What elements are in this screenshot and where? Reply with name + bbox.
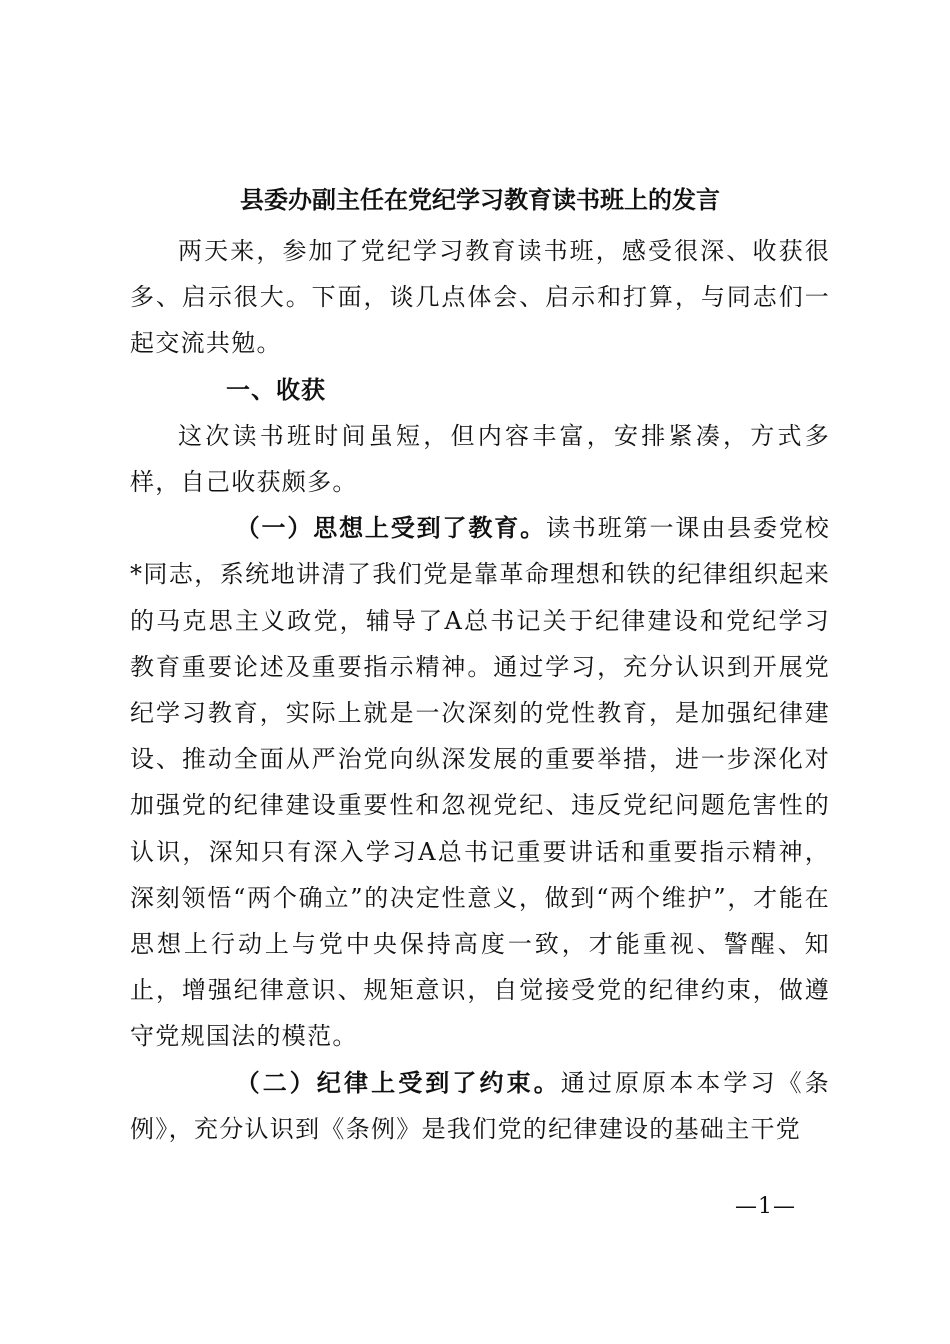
document-body bbox=[130, 228, 830, 1152]
subsection-1-heading: （一）思想上受到了教育。 bbox=[235, 514, 547, 543]
document-title: 县委办副主任在党纪学习教育读书班上的发言 bbox=[240, 185, 720, 214]
subsection-2-paragraph bbox=[130, 1060, 830, 1152]
subsection-1-paragraph bbox=[130, 505, 830, 1059]
section-heading-harvest: 一、收获 bbox=[226, 375, 326, 404]
subsection-2-heading: （二）纪律上受到了约束。 bbox=[235, 1068, 561, 1097]
intro-paragraph: 两天来，参加了党纪学习教育读书班，感受很深、收获很多、启示很大。下面，谈几点体会、启示和打算，与同志们一起交流共勉。 bbox=[130, 237, 830, 358]
subsection-1-body: 读书班第一课由县委党校*同志，系统地讲清了我们党是靠革命理想和铁的纪律组织起来的马克思主义政党，辅导了A总书记关于纪律建设和党纪学习教育重要论述及重要指示精神。通过学习，充分认识到开展党纪学习教育，实际上就是一次深刻的党性教育，是加强纪律建设、推动全面从严治党向纵深发展的重要举措，进一步深化对加强党的纪律建设重要性和忽视党纪、违反党纪问题危害性的认识，深知只有深入学习A总书记重要讲话和重要指示精神，深刻领悟“两个确立”的决定性意义，做到“两个维护”，才能在思想上行动上与党中央保持高度一致，才能重视、警醒、知止，增强纪律意识、规矩意识，自觉接受党的纪律约束，做遵守党规国法的模范。 bbox=[130, 514, 830, 1051]
section-intro-paragraph: 这次读书班时间虽短，但内容丰富，安排紧凑，方式多样，自己收获颇多。 bbox=[130, 421, 830, 497]
page-number: —1— bbox=[735, 1194, 796, 1219]
subsection-2-body: 通过原原本本学习《条例》，充分认识到《条例》是我们党的纪律建设的基础主干党 bbox=[130, 1068, 830, 1143]
